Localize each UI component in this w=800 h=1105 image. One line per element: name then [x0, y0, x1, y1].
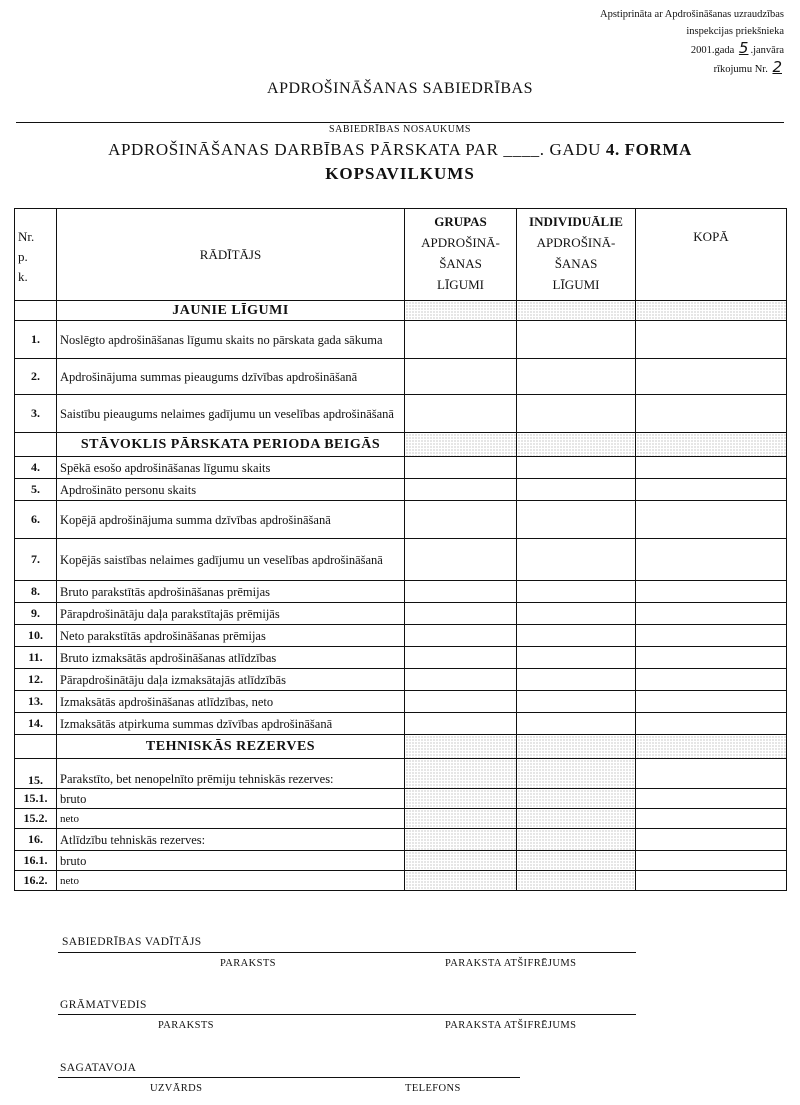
table-row — [15, 647, 787, 669]
approval-order-prefix: rīkojumu Nr. — [713, 64, 768, 75]
prepared-label: SAGATAVOJA — [60, 1062, 137, 1074]
cell-total[interactable] — [636, 457, 787, 479]
row-number: 16. — [15, 829, 57, 851]
cell-individual[interactable] — [517, 691, 636, 713]
row-number: 15.1. — [15, 789, 57, 809]
row-number: 1. — [15, 321, 57, 359]
header-individual-contracts: INDIVIDUĀLIE APDROŠINĀ- ŠANAS LĪGUMI — [517, 209, 636, 301]
cell-total[interactable] — [636, 829, 787, 851]
manager-sign-label: PARAKSTS — [220, 958, 276, 969]
cell-group[interactable] — [405, 669, 517, 691]
row-number: 8. — [15, 581, 57, 603]
approval-date — [544, 40, 784, 59]
row-number: 10. — [15, 625, 57, 647]
cell-individual[interactable] — [517, 713, 636, 735]
cell-total[interactable] — [636, 359, 787, 395]
report-title-text: APDROŠINĀŠANAS DARBĪBAS PĀRSKATA PAR ____. GADU — [108, 140, 601, 159]
row-number: 6. — [15, 501, 57, 539]
cell-total[interactable] — [636, 669, 787, 691]
cell-group[interactable] — [405, 581, 517, 603]
table-row — [15, 713, 787, 735]
accountant-label: GRĀMATVEDIS — [60, 999, 147, 1011]
table-row — [15, 479, 787, 501]
cell-individual[interactable] — [517, 647, 636, 669]
cell-individual[interactable] — [517, 625, 636, 647]
cell-individual[interactable] — [517, 603, 636, 625]
row-number: 16.2. — [15, 871, 57, 891]
section-end-status: STĀVOKLIS PĀRSKATA PERIODA BEIGĀS — [57, 433, 405, 457]
cell-individual[interactable] — [517, 539, 636, 581]
form-label: 4. FORMA — [605, 140, 692, 159]
table-row — [15, 851, 787, 871]
row-number: 15.2. — [15, 809, 57, 829]
row-number: 3. — [15, 395, 57, 433]
cell-individual[interactable] — [517, 581, 636, 603]
header-nr: Nr. p. k. — [15, 209, 57, 301]
cell-total[interactable] — [636, 713, 787, 735]
approval-month: .janvāra — [750, 45, 784, 56]
company-title: APDROŠINĀŠANAS SABIEDRĪBAS — [267, 80, 533, 97]
summary-table — [14, 208, 787, 891]
row-indicator: neto — [57, 809, 405, 829]
cell-total[interactable] — [636, 539, 787, 581]
cell-total[interactable] — [636, 871, 787, 891]
form-subtitle: KOPSAVILKUMS — [325, 164, 475, 183]
cell-group[interactable] — [405, 359, 517, 395]
row-number: 12. — [15, 669, 57, 691]
manager-signature-line[interactable] — [58, 952, 636, 953]
cell-total[interactable] — [636, 789, 787, 809]
row-number: 9. — [15, 603, 57, 625]
section-row — [15, 433, 787, 457]
section-new-contracts: JAUNIE LĪGUMI — [57, 301, 405, 321]
accountant-signature-line[interactable] — [58, 1014, 636, 1015]
row-indicator: Noslēgto apdrošināšanas līgumu skaits no pārskata gada sākuma — [57, 321, 405, 359]
row-indicator: neto — [57, 871, 405, 891]
table-row — [15, 501, 787, 539]
section-technical-reserves: TEHNISKĀS REZERVES — [57, 735, 405, 759]
table-header-row — [15, 209, 787, 301]
cell-total[interactable] — [636, 691, 787, 713]
company-name-line — [16, 122, 784, 123]
cell-total[interactable] — [636, 809, 787, 829]
header-group-contracts: GRUPAS APDROŠINĀ- ŠANAS LĪGUMI — [405, 209, 517, 301]
approval-line-2: inspekcijas priekšnieka — [686, 26, 784, 37]
row-indicator: Apdrošinājuma summas pieaugums dzīvības apdrošināšanā — [57, 359, 405, 395]
section-row — [15, 735, 787, 759]
table-row — [15, 669, 787, 691]
row-number: 4. — [15, 457, 57, 479]
cell-total[interactable] — [636, 759, 787, 789]
cell-individual[interactable] — [517, 321, 636, 359]
section-row — [15, 301, 787, 321]
table-row — [15, 871, 787, 891]
approval-order-number-handwritten: 2 — [772, 58, 782, 76]
table-row — [15, 603, 787, 625]
prepared-line[interactable] — [58, 1077, 520, 1078]
table-row — [15, 395, 787, 433]
cell-group[interactable] — [405, 479, 517, 501]
cell-group[interactable] — [405, 625, 517, 647]
company-name-label: SABIEDRĪBAS NOSAUKUMS — [329, 124, 471, 135]
report-title — [0, 140, 800, 160]
cell-individual[interactable] — [517, 669, 636, 691]
cell-total[interactable] — [636, 501, 787, 539]
row-indicator: Pārapdrošinātāju daļa parakstītajās prēmijās — [57, 603, 405, 625]
cell-individual[interactable] — [517, 479, 636, 501]
approval-order — [544, 59, 784, 78]
cell-total[interactable] — [636, 625, 787, 647]
row-indicator: Kopējā apdrošinājuma summa dzīvības apdrošināšanā — [57, 501, 405, 539]
table-row — [15, 457, 787, 479]
manager-label: SABIEDRĪBAS VADĪTĀJS — [62, 936, 202, 948]
row-number: 7. — [15, 539, 57, 581]
cell-group[interactable] — [405, 713, 517, 735]
row-indicator: Apdrošināto personu skaits — [57, 479, 405, 501]
table-row — [15, 539, 787, 581]
table-row — [15, 809, 787, 829]
accountant-decode-label: PARAKSTA ATŠIFRĒJUMS — [445, 1020, 577, 1031]
row-number: 16.1. — [15, 851, 57, 871]
row-number: 2. — [15, 359, 57, 395]
manager-decode-label: PARAKSTA ATŠIFRĒJUMS — [445, 958, 577, 969]
cell-group[interactable] — [405, 647, 517, 669]
row-indicator: bruto — [57, 789, 405, 809]
row-indicator: Neto parakstītās apdrošināšanas prēmijas — [57, 625, 405, 647]
approval-day-handwritten: 5 — [738, 39, 749, 57]
row-indicator: Pārapdrošinātāju daļa izmaksātajās atlīdzībās — [57, 669, 405, 691]
row-indicator: Saistību pieaugums nelaimes gadījumu un veselības apdrošināšanā — [57, 395, 405, 433]
row-indicator: Kopējās saistības nelaimes gadījumu un veselības apdrošināšanā — [57, 539, 405, 581]
cell-total[interactable] — [636, 851, 787, 871]
header-total: KOPĀ — [636, 209, 787, 301]
cell-group[interactable] — [405, 539, 517, 581]
header-indicator: RĀDĪTĀJS — [57, 209, 405, 301]
approval-year: 2001.gada — [690, 45, 735, 56]
row-number: 13. — [15, 691, 57, 713]
cell-group[interactable] — [405, 457, 517, 479]
table-row — [15, 321, 787, 359]
approval-line-1: Apstiprināta ar Apdrošināšanas uzraudzības — [600, 9, 784, 20]
accountant-sign-label: PARAKSTS — [158, 1020, 214, 1031]
prepared-phone-label: TELEFONS — [405, 1083, 461, 1094]
table-row — [15, 759, 787, 789]
row-indicator: Atlīdzību tehniskās rezerves: — [57, 829, 405, 851]
table-row — [15, 789, 787, 809]
cell-individual[interactable] — [517, 501, 636, 539]
table-row — [15, 359, 787, 395]
cell-total[interactable] — [636, 603, 787, 625]
table-row — [15, 625, 787, 647]
row-indicator: bruto — [57, 851, 405, 871]
table-row — [15, 829, 787, 851]
approval-note — [544, 6, 784, 78]
cell-total[interactable] — [636, 647, 787, 669]
cell-group[interactable] — [405, 501, 517, 539]
row-indicator: Bruto izmaksātās apdrošināšanas atlīdzības — [57, 647, 405, 669]
cell-group[interactable] — [405, 321, 517, 359]
cell-total[interactable] — [636, 479, 787, 501]
prepared-surname-label: UZVĀRDS — [150, 1083, 203, 1094]
cell-total[interactable] — [636, 321, 787, 359]
row-indicator: Izmaksātās atpirkuma summas dzīvības apdrošināšanā — [57, 713, 405, 735]
cell-individual[interactable] — [517, 359, 636, 395]
row-indicator: Parakstīto, bet nenopelnīto prēmiju tehniskās rezerves: — [57, 759, 405, 789]
cell-group[interactable] — [405, 691, 517, 713]
cell-individual[interactable] — [517, 457, 636, 479]
cell-individual[interactable] — [517, 395, 636, 433]
row-indicator: Spēkā esošo apdrošināšanas līgumu skaits — [57, 457, 405, 479]
row-indicator: Izmaksātās apdrošināšanas atlīdzības, neto — [57, 691, 405, 713]
row-number: 11. — [15, 647, 57, 669]
row-number: 5. — [15, 479, 57, 501]
cell-total[interactable] — [636, 395, 787, 433]
row-number: 14. — [15, 713, 57, 735]
cell-group[interactable] — [405, 603, 517, 625]
cell-group[interactable] — [405, 395, 517, 433]
cell-total[interactable] — [636, 581, 787, 603]
table-row — [15, 581, 787, 603]
row-number: 15. — [15, 759, 57, 789]
row-indicator: Bruto parakstītās apdrošināšanas prēmijas — [57, 581, 405, 603]
table-row — [15, 691, 787, 713]
